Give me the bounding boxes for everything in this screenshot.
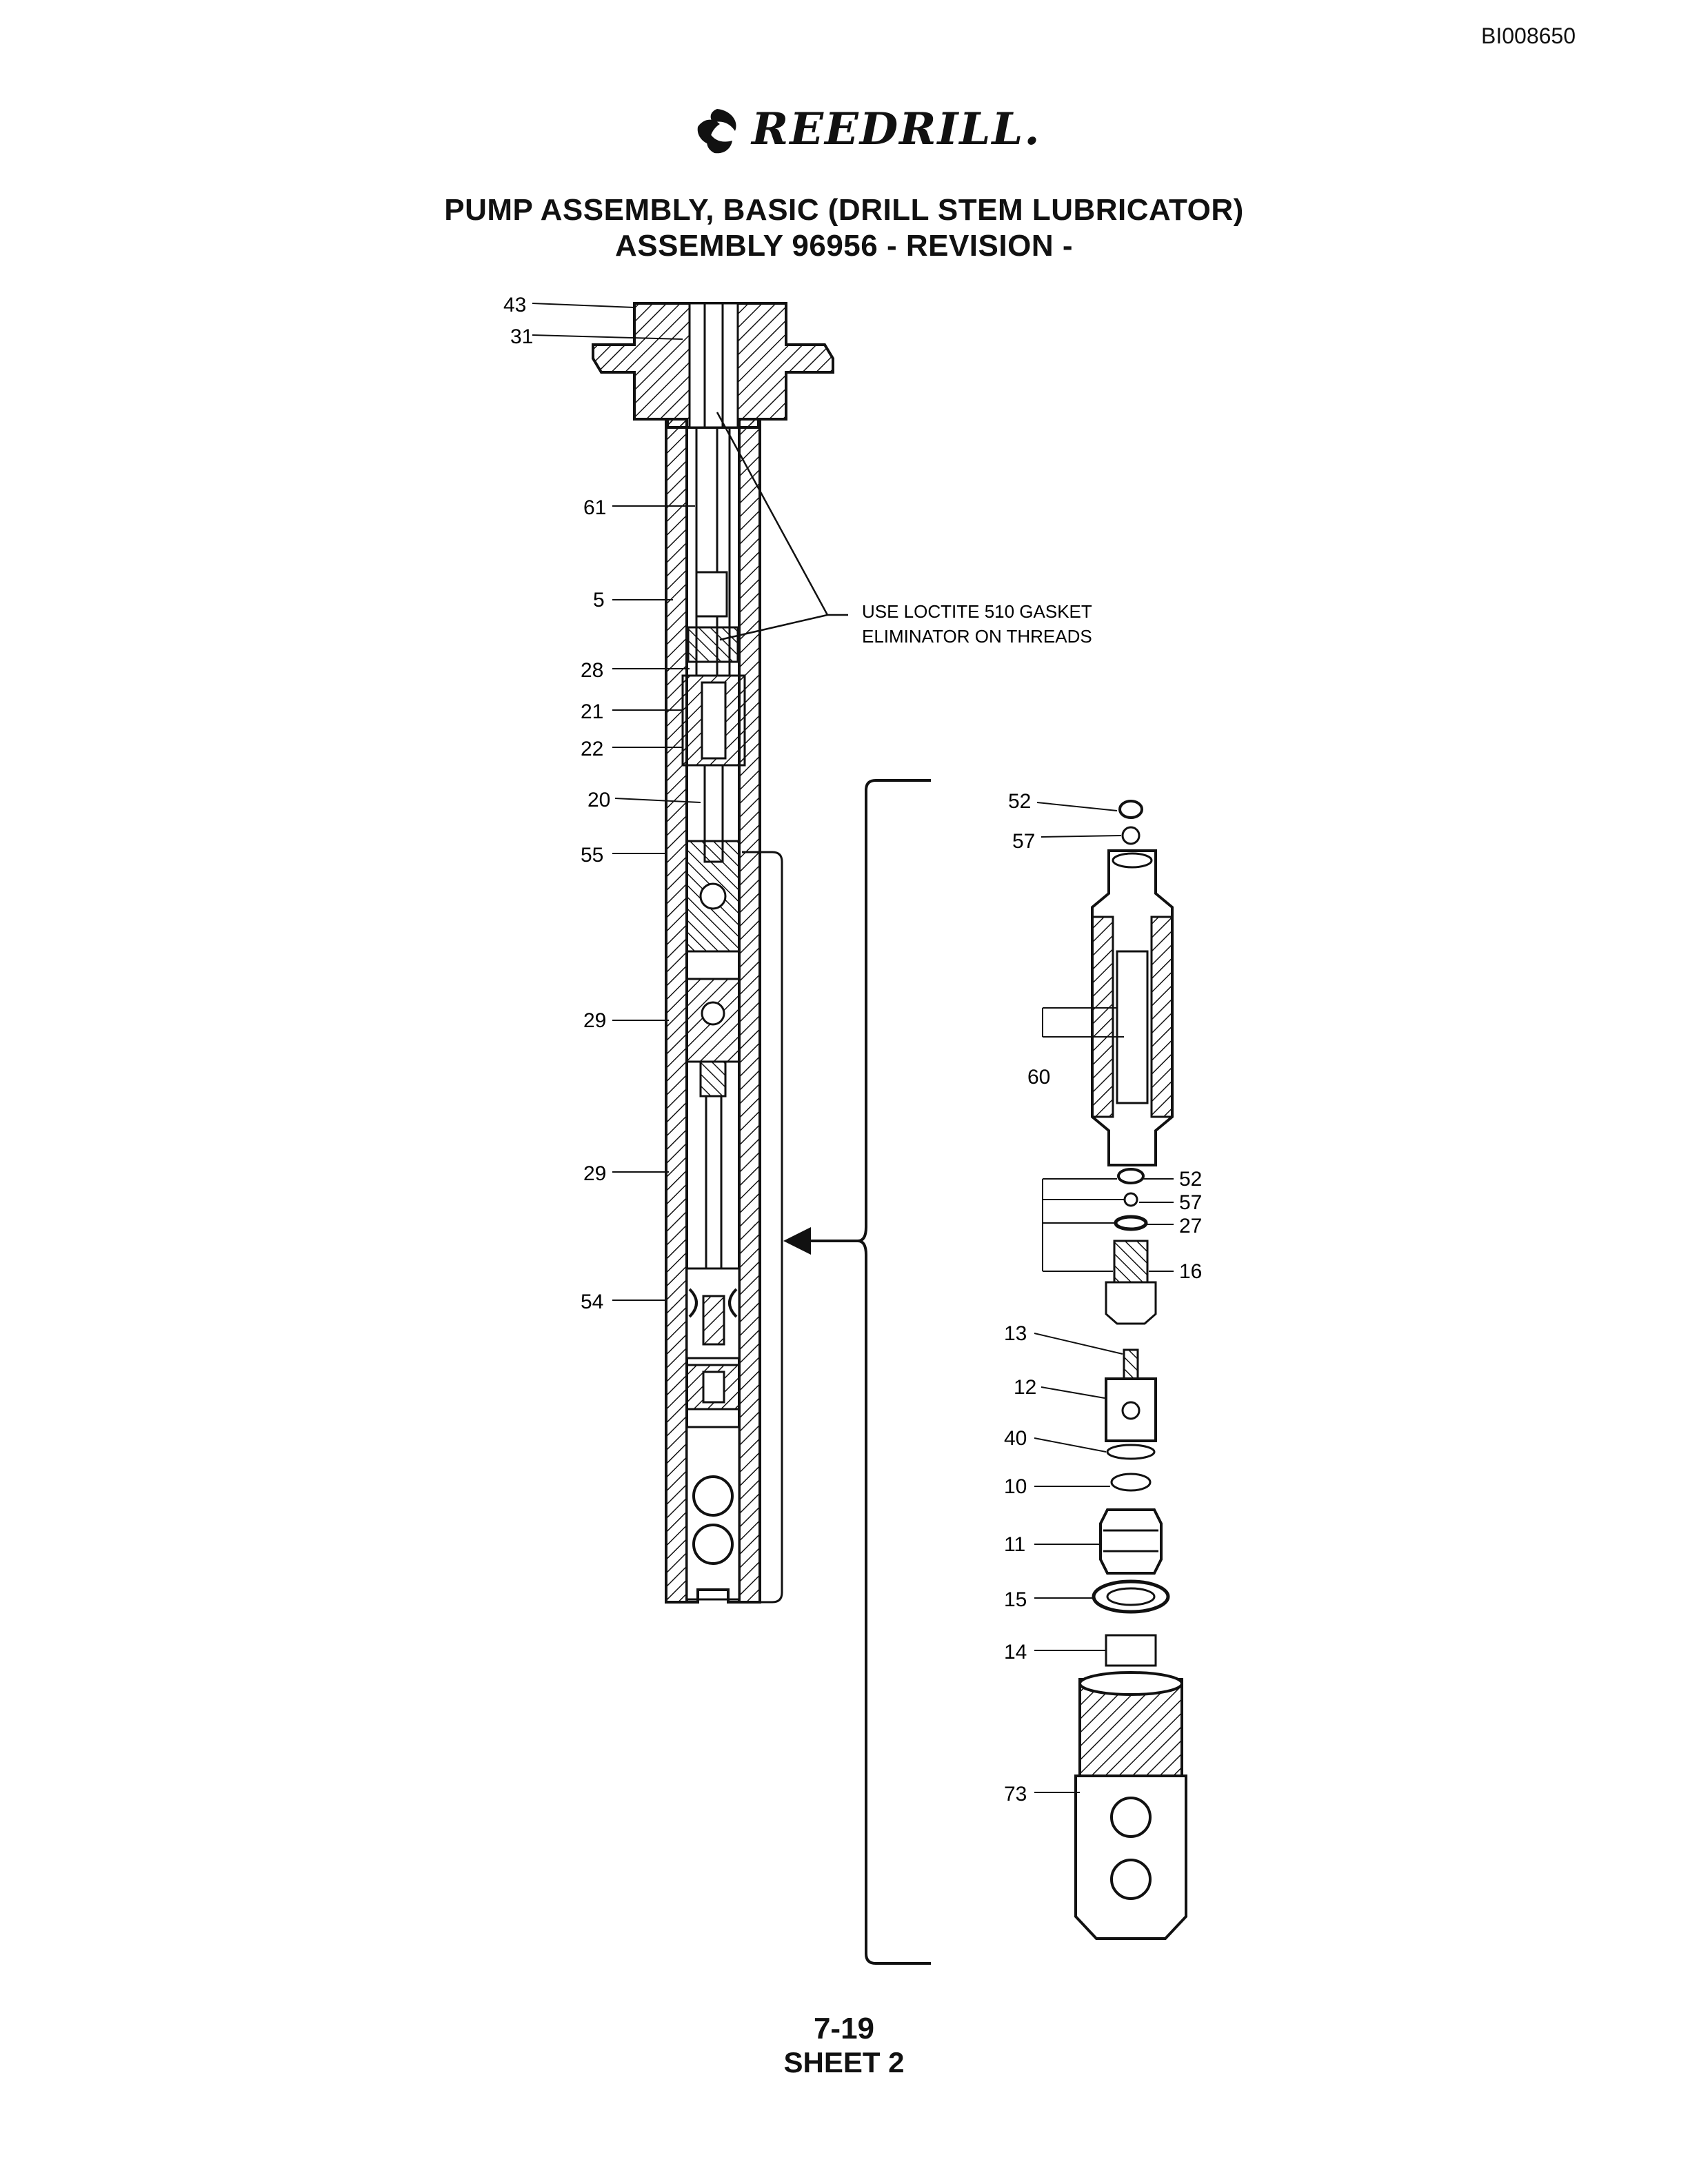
assembly-subtitle: ASSEMBLY 96956 - REVISION - [615, 229, 1073, 263]
assembled-section-view [593, 303, 833, 1602]
callout-29b: 29 [583, 1162, 607, 1185]
callout-61: 61 [583, 496, 607, 519]
callout-12: 12 [1014, 1376, 1037, 1399]
exploded-view-brace [858, 780, 931, 1963]
loctite-note-line2: ELIMINATOR ON THREADS [862, 626, 1092, 647]
page-title: PUMP ASSEMBLY, BASIC (DRILL STEM LUBRICATOR) [444, 193, 1244, 227]
callout-29a: 29 [583, 1009, 607, 1032]
page-number: 7-19 [813, 2012, 875, 2045]
callout-31: 31 [510, 325, 534, 348]
callout-27: 27 [1179, 1215, 1203, 1237]
callout-20: 20 [587, 789, 611, 811]
callout-52b: 52 [1179, 1168, 1203, 1191]
document-id: BI008650 [1481, 23, 1576, 48]
callout-43: 43 [503, 294, 527, 316]
callout-40: 40 [1004, 1427, 1027, 1450]
callout-15: 15 [1004, 1588, 1027, 1611]
callout-60: 60 [1027, 1066, 1051, 1089]
callout-52a: 52 [1008, 790, 1032, 813]
callout-55: 55 [581, 844, 604, 867]
callout-57a: 57 [1012, 830, 1036, 853]
sheet-number: SHEET 2 [783, 2046, 905, 2079]
note-leaders [717, 412, 848, 640]
callout-28: 28 [581, 659, 604, 682]
brand-name: REEDRILL. [752, 103, 1041, 155]
callout-14: 14 [1004, 1641, 1027, 1664]
callout-54: 54 [581, 1291, 604, 1313]
callout-21: 21 [581, 700, 604, 723]
callout-22: 22 [581, 738, 604, 760]
callout-11: 11 [1004, 1533, 1026, 1556]
exploded-parts-view [1076, 801, 1186, 1939]
callout-5: 5 [593, 589, 605, 611]
callout-73: 73 [1004, 1783, 1027, 1806]
callout-13: 13 [1004, 1322, 1027, 1345]
callout-10: 10 [1004, 1475, 1027, 1498]
callout-16: 16 [1179, 1260, 1203, 1283]
callout-57b: 57 [1179, 1191, 1203, 1214]
loctite-note-line1: USE LOCTITE 510 GASKET [862, 601, 1092, 622]
